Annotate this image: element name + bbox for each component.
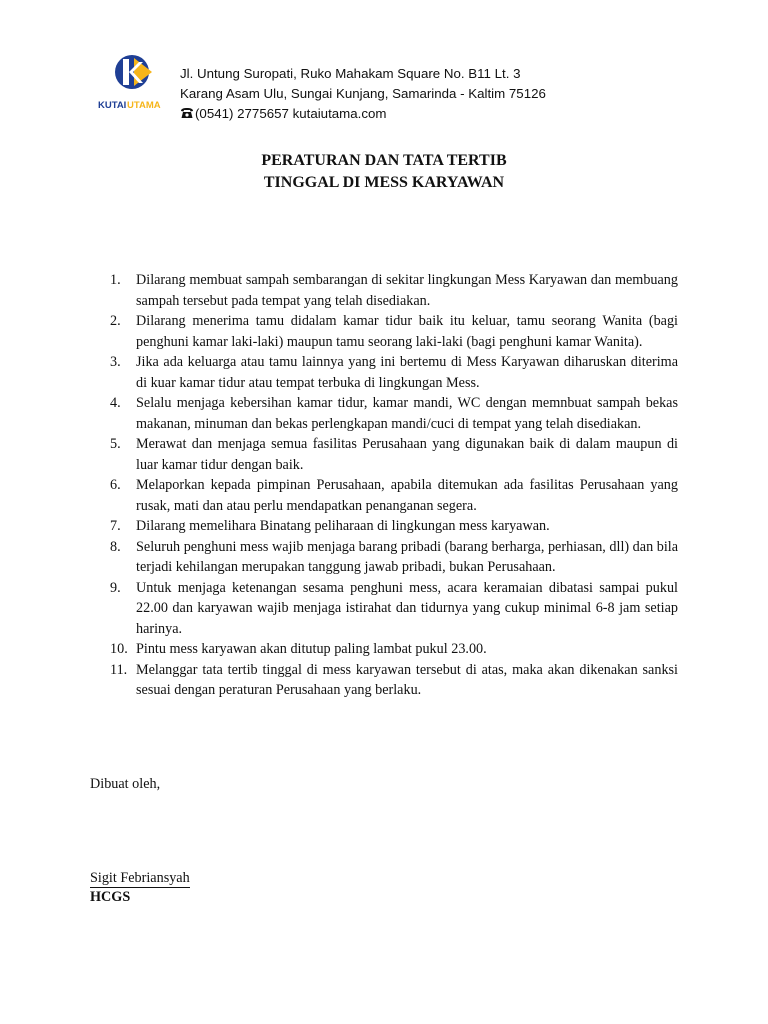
signer-name: Sigit Febriansyah [90, 870, 190, 886]
rule-text: Dilarang memelihara Binatang peliharaan di lingkungan mess karyawan. [136, 518, 550, 534]
rule-text: Merawat dan menjaga semua fasilitas Perusahaan yang digunakan baik di dalam maupun di luar kamar tidur dengan baik. [136, 436, 678, 473]
telephone-icon [180, 107, 194, 119]
rule-text: Pintu mess karyawan akan ditutup paling lambat pukul 23.00. [136, 641, 487, 657]
rule-item [90, 660, 678, 701]
rule-text: Selalu menjaga kebersihan kamar tidur, kamar mandi, WC dengan memnbuat sampah bekas makanan, minuman dan bekas perlengkapan mandi/cuci di tempat yang telah disediakan. [136, 395, 678, 432]
company-address [180, 64, 546, 124]
contact-text: (0541) 2775657 kutaiutama.com [195, 106, 387, 121]
address-line-2: Karang Asam Ulu, Sungai Kunjang, Samarinda - Kaltim 75126 [180, 86, 546, 101]
rule-number: 10. [110, 641, 128, 657]
rule-text: Dilarang menerima tamu didalam kamar tidur baik itu keluar, tamu seorang Wanita (bagi penghuni kamar laki-laki) maupun tamu seorang laki-laki (bagi penghuni kamar Wanita). [136, 313, 678, 350]
rule-item [90, 475, 678, 516]
rule-item [90, 537, 678, 578]
rule-number: 9. [110, 579, 121, 596]
logo-text-utama: UTAMA [127, 100, 161, 111]
title-line-2: TINGGAL DI MESS KARYAWAN [263, 174, 505, 191]
kutai-utama-logo [98, 50, 170, 112]
rule-text: Jika ada keluarga atau tamu lainnya yang ini bertemu di Mess Karyawan diharuskan diterima di kuar kamar tidur atau tempat terbuka di lingkungan Mess. [136, 354, 678, 391]
logo-text-kutai: KUTAI [98, 100, 127, 111]
rule-number: 2. [110, 313, 121, 329]
rule-text: Untuk menjaga ketenangan sesama penghuni mess, acara keramaian dibatasi sampai pukul 22.00 dan karyawan wajib menjaga istirahat dan tidurnya yang cukup minimal 6-8 jam setiap harinya. [136, 579, 678, 637]
rule-text: Dilarang membuat sampah sembarangan di sekitar lingkungan Mess Karyawan dan membuang sampah tersebut pada tempat yang telah disediakan. [136, 272, 678, 309]
rule-item [90, 434, 678, 475]
document-title [0, 150, 768, 194]
address-line-1: Jl. Untung Suropati, Ruko Mahakam Square No. B11 Lt. 3 [180, 66, 521, 81]
rule-number: 11. [110, 661, 128, 678]
signature-block [90, 869, 190, 907]
rule-item [90, 311, 678, 352]
rule-text: Melanggar tata tertib tinggal di mess karyawan tersebut di atas, maka akan dikenakan sanksi sesuai dengan peraturan Perusahaan yang berlaku. [136, 661, 678, 698]
rule-item [90, 393, 678, 434]
rule-text: Seluruh penghuni mess wajib menjaga barang pribadi (barang berharga, perhiasan, dll) dan bila terjadi kehilangan merupakan tanggung jawab pribadi, bukan Perusahaan. [136, 538, 678, 575]
rule-number: 5. [110, 436, 121, 452]
letterhead [98, 50, 708, 121]
rule-number: 1. [110, 272, 121, 288]
rule-number: 6. [110, 477, 121, 493]
signer-role: HCGS [90, 889, 131, 905]
title-line-1: PERATURAN DAN TATA TERTIB [261, 152, 507, 169]
rule-number: 4. [110, 395, 121, 411]
rule-number: 3. [110, 354, 121, 370]
rule-item [90, 516, 678, 537]
rules-list [90, 270, 678, 701]
rule-item [90, 270, 678, 311]
closing-text: Dibuat oleh, [90, 776, 161, 792]
rule-item [90, 352, 678, 393]
rule-item [90, 639, 678, 660]
contact-line [180, 104, 546, 124]
rule-number: 8. [110, 538, 121, 555]
rule-item [90, 578, 678, 640]
rule-text: Melaporkan kepada pimpinan Perusahaan, apabila ditemukan ada fasilitas Perusahaan yang rusak, mati dan atau perlu mendapatkan penanganan segera. [136, 477, 678, 514]
rule-number: 7. [110, 518, 121, 534]
